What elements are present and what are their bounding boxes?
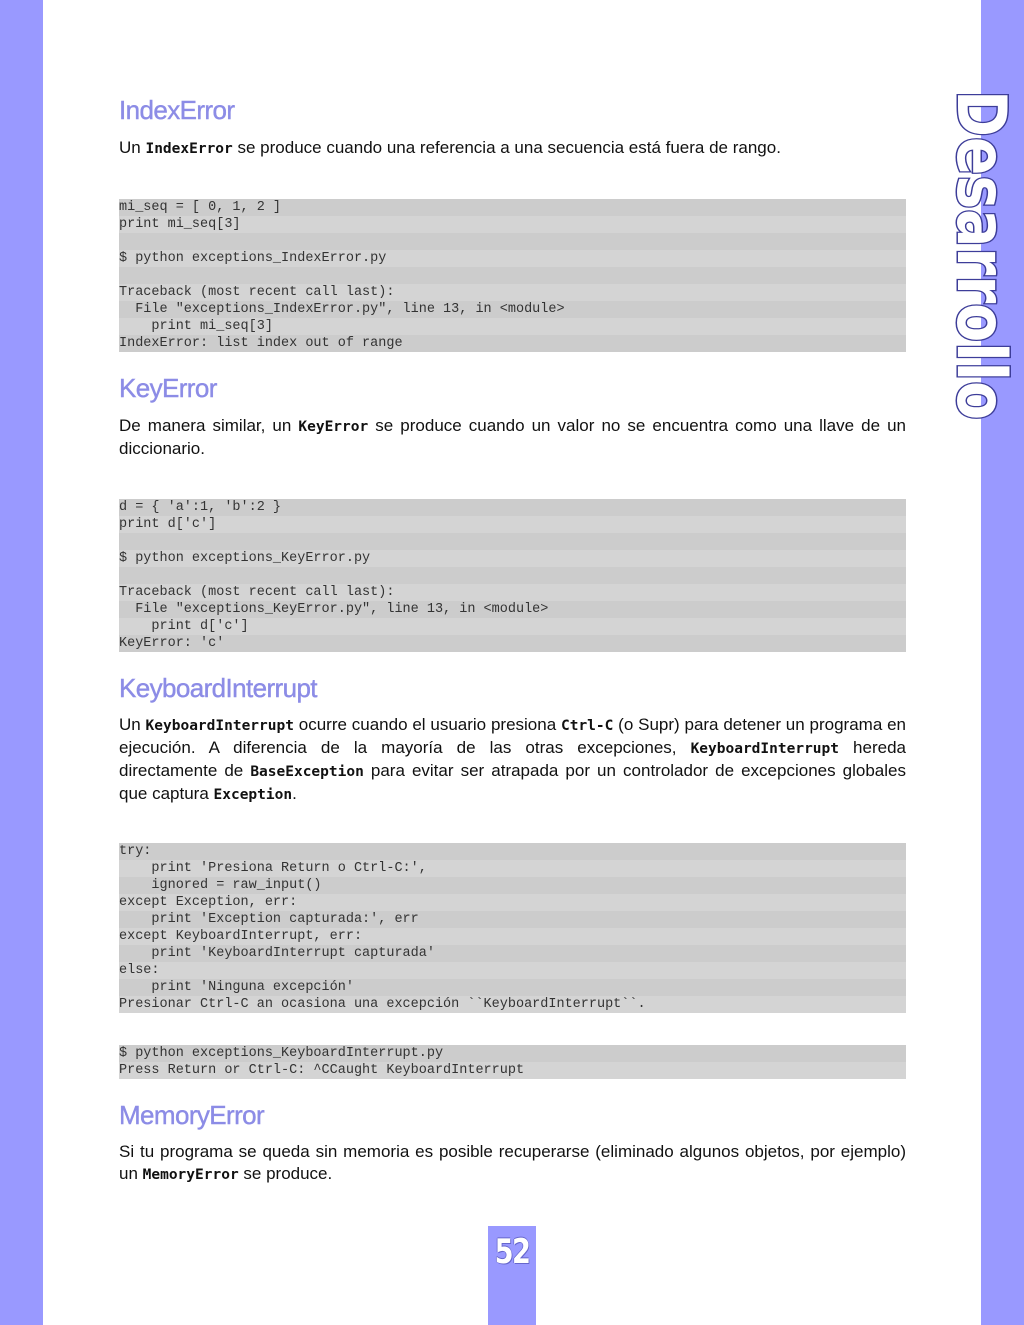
code-line: print d['c'] (119, 516, 906, 533)
inline-code: MemoryError (142, 1167, 239, 1183)
code-line: Press Return or Ctrl-C: ^CCaught KeyboardInterrupt (119, 1062, 906, 1079)
code-line: print mi_seq[3] (119, 318, 906, 335)
para-text: Si tu programa se queda sin memoria es posible recuperarse (eliminado algunos objetos, por ejemplo) un (119, 1142, 906, 1183)
inline-code: Exception (213, 787, 293, 803)
code-line: try: (119, 844, 152, 859)
code-line: IndexError: list index out of range (119, 336, 403, 351)
code-line: d = { 'a':1, 'b':2 } (119, 500, 282, 515)
para-text: . (292, 784, 297, 803)
heading-memoryerror: MemoryError (119, 1100, 265, 1130)
code-line: File "exceptions_KeyError.py", line 13, in <module> (119, 602, 549, 617)
left-margin-band (0, 0, 43, 1325)
code-line: except KeyboardInterrupt, err: (119, 928, 906, 945)
para-keyerror (119, 415, 906, 460)
code-line: KeyError: 'c' (119, 636, 225, 651)
code-line (119, 567, 906, 584)
code-line: print 'KeyboardInterrupt capturada' (119, 946, 435, 961)
inline-code: Ctrl-C (560, 718, 614, 734)
para-text: Un (119, 138, 146, 157)
code-line: $ python exceptions_KeyError.py (119, 550, 906, 567)
code-line: $ python exceptions_KeyboardInterrupt.py (119, 1046, 444, 1061)
code-line (119, 233, 906, 250)
para-text: Un (119, 715, 146, 734)
code-line: Presionar Ctrl-C an ocasiona una excepción ``KeyboardInterrupt``. (119, 996, 906, 1013)
chapter-side-title (932, 84, 1024, 487)
code-keyboardinterrupt-output (119, 1045, 906, 1079)
inline-code: IndexError (145, 141, 233, 157)
code-keyerror (119, 499, 906, 652)
code-line: Traceback (most recent call last): (119, 584, 906, 601)
para-text: para evitar ser atrapada por un controlador de excepciones globales que captura (119, 761, 906, 803)
para-memoryerror (119, 1141, 906, 1186)
code-line: print mi_seq[3] (119, 216, 906, 233)
code-line: $ python exceptions_IndexError.py (119, 250, 906, 267)
para-text: se produce cuando un valor no se encuentra como una llave de un diccionario. (119, 416, 906, 458)
page-number: 52 (494, 1232, 530, 1272)
inline-code: KeyboardInterrupt (690, 741, 839, 757)
code-line (119, 267, 906, 284)
para-keyboardinterrupt (119, 714, 906, 806)
inline-code: KeyError (298, 419, 369, 435)
para-text: se produce cuando una referencia a una secuencia está fuera de rango. (232, 138, 781, 157)
para-text: (o Supr) para detener un programa en ejecución. A diferencia de la mayoría de las otras excepciones, (119, 715, 906, 757)
code-line: Traceback (most recent call last): (119, 284, 906, 301)
code-indexerror (119, 199, 906, 352)
code-line: print 'Ninguna excepción' (119, 980, 354, 995)
code-line: except Exception, err: (119, 894, 906, 911)
code-line: mi_seq = [ 0, 1, 2 ] (119, 200, 282, 215)
heading-keyerror: KeyError (119, 373, 217, 403)
code-line (119, 533, 906, 550)
code-line: ignored = raw_input() (119, 878, 322, 893)
para-text: ocurre cuando el usuario presiona (293, 715, 561, 734)
heading-indexerror: IndexError (119, 95, 235, 125)
code-keyboardinterrupt (119, 843, 906, 1013)
para-text: De manera similar, un (119, 416, 299, 435)
code-line: print 'Presiona Return o Ctrl-C:', (119, 860, 906, 877)
code-line: print 'Exception capturada:', err (119, 912, 419, 927)
para-text: hereda directamente de (119, 738, 906, 780)
code-line: print d['c'] (119, 618, 906, 635)
para-indexerror (119, 137, 906, 160)
chapter-side-title-text: Desarrollo (941, 90, 1020, 487)
para-text: se produce. (238, 1164, 333, 1183)
code-line: File "exceptions_IndexError.py", line 13, in <module> (119, 302, 565, 317)
inline-code: KeyboardInterrupt (145, 718, 294, 734)
heading-keyboardinterrupt: KeyboardInterrupt (119, 673, 317, 703)
inline-code: BaseException (250, 764, 364, 780)
code-line: else: (119, 962, 906, 979)
